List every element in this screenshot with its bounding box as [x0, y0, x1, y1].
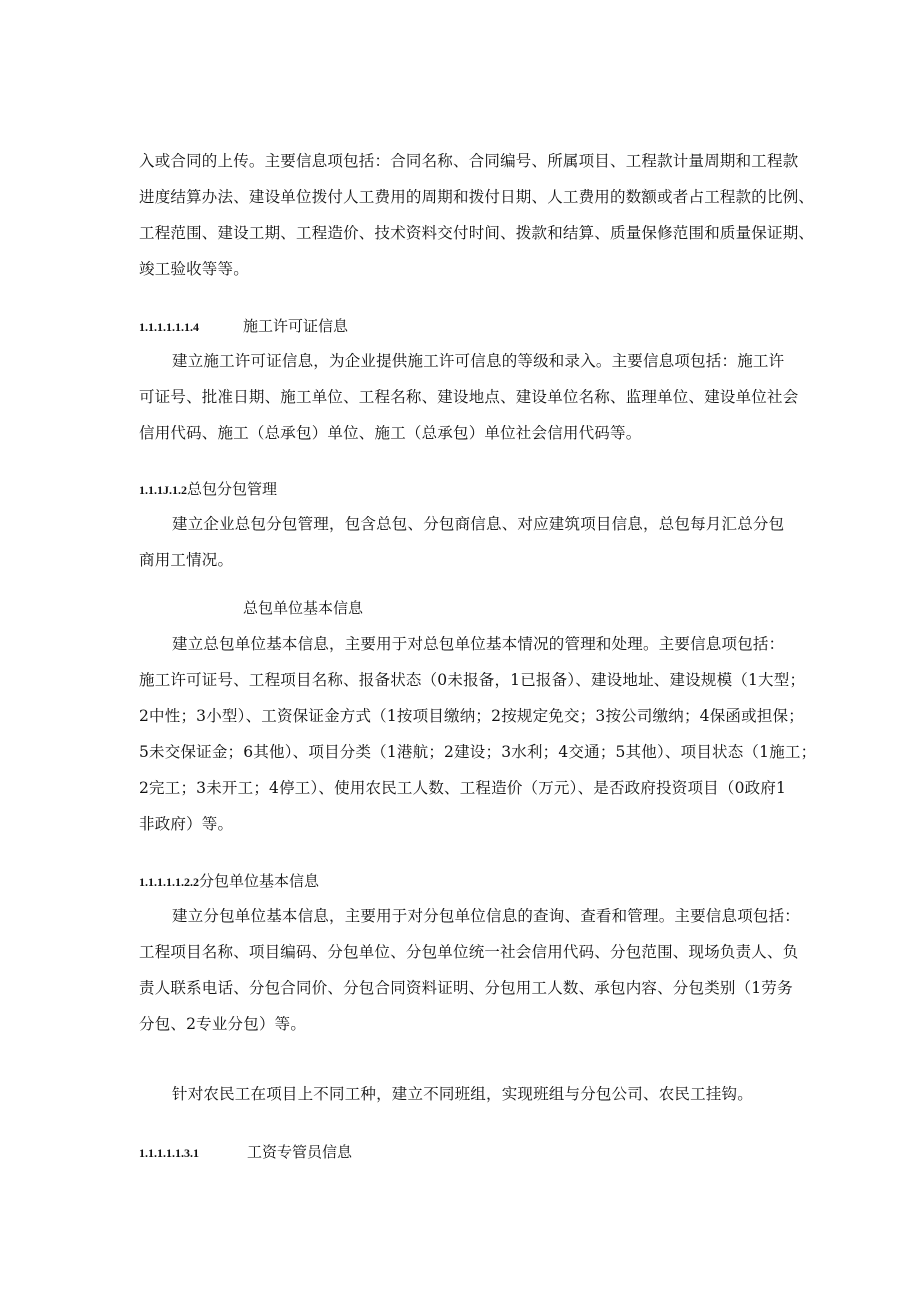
paragraph-line: 信用代码、施工（总承包）单位、施工（总承包）单位社会信用代码等。 — [139, 424, 642, 442]
paragraph-line: 入或合同的上传。主要信息项包括：合同名称、合同编号、所属项目、工程款计量周期和工程款 — [139, 152, 799, 170]
paragraph-line: 针对农民工在项目上不同工种，建立不同班组，实现班组与分包公司、农民工挂钩。 — [172, 1085, 753, 1103]
paragraph-line: 2完工；3未开工；4停工）、使用农民工人数、工程造价（万元）、是否政府投资项目（0政府1 — [139, 779, 787, 797]
paragraph-line: 工程项目名称、项目编码、分包单位、分包单位统一社会信用代码、分包范围、现场负责人、负 — [139, 943, 799, 961]
paragraph-line: 非政府）等。 — [139, 815, 234, 833]
section-number: 1.1.1.1.1.3.1 — [139, 1146, 199, 1160]
section-heading — [139, 479, 277, 500]
paragraph-line: 建立企业总包分包管理，包含总包、分包商信息、对应建筑项目信息，总包每月汇总分包 — [172, 515, 785, 533]
paragraph-line: 竣工验收等等。 — [139, 260, 249, 278]
paragraph-line: 责人联系电话、分包合同价、分包合同资料证明、分包用工人数、承包内容、分包类别（1劳务 — [139, 979, 793, 997]
section-heading — [139, 316, 348, 337]
section-title: 施工许可证信息 — [243, 317, 349, 335]
section-title: 分包单位基本信息 — [199, 872, 320, 890]
paragraph-line: 分包、2专业分包）等。 — [139, 1015, 307, 1033]
paragraph-line: 建立总包单位基本信息，主要用于对总包单位基本情况的管理和处理。主要信息项包括： — [172, 635, 785, 653]
paragraph-line: 工程范围、建设工期、工程造价、技术资料交付时间、拨款和结算、质量保修范围和质量保证期、 — [139, 224, 815, 242]
paragraph-line: 建立分包单位基本信息，主要用于对分包单位信息的查询、查看和管理。主要信息项包括： — [172, 907, 801, 925]
paragraph-line: 商用工情况。 — [139, 551, 234, 569]
paragraph-line: 5未交保证金；6其他）、项目分类（1港航；2建设；3水利；4交通；5其他）、项目状态（1施工； — [139, 743, 817, 761]
section-heading — [139, 871, 319, 892]
section-title: 工资专管员信息 — [247, 1143, 353, 1161]
paragraph-line: 可证号、批准日期、施工单位、工程名称、建设地点、建设单位名称、监理单位、建设单位社会 — [139, 388, 799, 406]
section-heading — [243, 598, 363, 619]
paragraph-line: 建立施工许可证信息，为企业提供施工许可信息的等级和录入。主要信息项包括：施工许 — [172, 352, 785, 370]
paragraph-line: 进度结算办法、建设单位拨付人工费用的周期和拨付日期、人工费用的数额或者占工程款的比例、 — [139, 188, 815, 206]
section-number: 1.1.1.1.1.1.4 — [139, 320, 199, 334]
section-title: 总包单位基本信息 — [243, 599, 364, 617]
section-heading — [139, 1142, 352, 1163]
section-number: 1.1.1J.1.2 — [139, 483, 187, 497]
section-title: 总包分包管理 — [187, 480, 278, 498]
section-number: 1.1.1.1.1.2.2 — [139, 875, 199, 889]
paragraph-line: 施工许可证号、工程项目名称、报备状态（0未报备，1已报备）、建设地址、建设规模（1大型； — [139, 671, 806, 689]
paragraph-line: 2中性；3小型）、工资保证金方式（1按项目缴纳；2按规定免交；3按公司缴纳；4保函或担保； — [139, 707, 804, 725]
